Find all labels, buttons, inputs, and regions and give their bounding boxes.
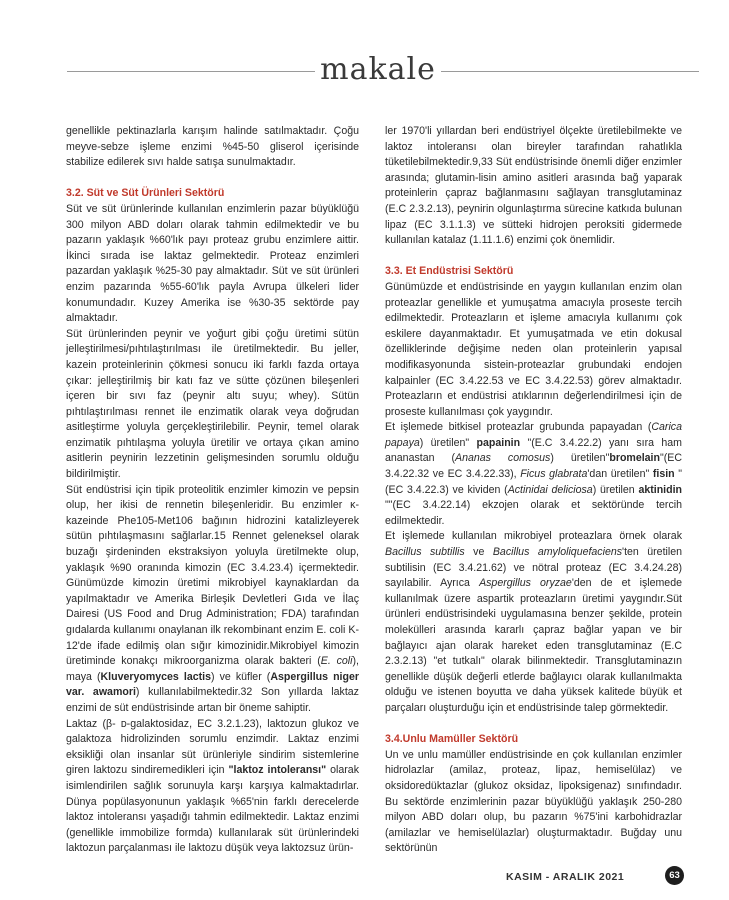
text-run: Et işlemede bitkisel proteazlar grubunda papayadan ( xyxy=(385,421,652,434)
text-run: olarak isimlendirilen sağlık sorunuyla karşı karşıya kalmaktadırlar. Dünya popülasyonunun yaklaşık %65'nin farklı derecelerde laktoz intoleransı yaşadığı tahmin edilmektedir. Laktaz enzimi (genellikle immobilize formda) kullanılarak süt ürünlerindeki laktozun parçalanması ile laktozu düşük veya laktozsuz ürün- xyxy=(66,764,359,855)
paragraph: Günümüzde et endüstrisinde en yaygın kullanılan enzim olan proteazlar genellikle et yumuşatma amacıyla proseste tercih edilmektedir. Proteazların et işleme amacıyla kullanımı çok eskilere dayanmaktadır. Et yumuşatmada ve etin dokusal özelliklerinde değişime neden olan proteinlerin yapısal modifikasyonunda sistein-proteazlar grubundaki endojen kalpainler (EC 3.4.22.53 ve EC 3.4.22.53) görev almaktadır. Proteazların et endüstrisi atıklarının değerlendirilmesi için de proseste kullanılması çok yaygındır. xyxy=(385,280,682,418)
text-run: "(EC 3.4.22.32 ve EC 3.4.22.33), xyxy=(385,452,682,481)
text-run: ), maya ( xyxy=(66,655,359,683)
paragraph xyxy=(66,717,359,857)
text-run: ) ve küfler ( xyxy=(210,670,271,683)
issue-date: KASIM - ARALIK 2021 xyxy=(506,871,625,883)
text-run: 'den de et işlemede kullanılmak üzere aspartik proteazların üretimi yaygındır.Süt ürünleri endüstrisindeki uygulamasına benzer şekilde, protein molekülleri arasında kararlı çapraz bağlar yapan ve bir bağlayıcı ajan olarak hareket eden transglutaminaz (E.C 2.3.2.13) "et tutkalı" olarak bilinmektedir. Transglutaminazın genellikle düşük değerli etlerde bağlayıcı olarak kullanılmakta olduğu ve istenen boyutta ve daha yüksek kalitede büyük et parçaları oluşturduğu için et endüstrisinde talep görmektedir. xyxy=(385,577,682,714)
text-run: ) kullanılabilmektedir.32 Son yıllarda laktaz enzimi de süt endüstrisinde artan bir öneme sahiptir. xyxy=(66,686,359,714)
paragraph-gap xyxy=(385,717,682,733)
right-column xyxy=(385,124,682,857)
left-column xyxy=(66,124,359,857)
species-name: Ananas comosus xyxy=(455,452,551,465)
species-name: E. coli xyxy=(320,655,353,668)
text-run: ) üretilen" xyxy=(419,436,477,449)
text-run: ve xyxy=(464,546,493,559)
header-rule-left xyxy=(67,71,315,72)
text-run: Et işlemede kullanılan mikrobiyel proteazlara örnek olarak xyxy=(385,530,682,543)
paragraph: Süt ürünlerinden peynir ve yoğurt gibi çoğu üretimi sütün jelleştirilmesi/pıhtılaştırılması ile üretilmektedir. Bu jeller, kazein proteinlerinin çökmesi sonucu iki farklı fazda ortaya çıkar: jelleştirilmiş bir katı faz ve sütte çözünen bileşenleri içeren bir sıvı faz (peynir altı suyu; whey). Sütün pıhtılaştırılması rennet ile enzimatik olarak veya doğrudan asitleştirme yoluyla gerçekleştirilebilir. Peynir, temel olarak enzimatik pıhtılaşma yoluyla üretilir ve ortaya çıkan amino asitlerin peynirin lezzetinin gelişmesinden sorumlu olduğu bildirilmiştir. xyxy=(66,327,359,481)
species-name: Carica papaya xyxy=(385,421,682,449)
section-heading-meat: 3.3. Et Endüstrisi Sektörü xyxy=(385,265,514,278)
paragraph: Un ve unlu mamüller endüstrisinde en çok kullanılan enzimler hidrolazlar (amilaz, proteaz, lipaz, hemiselülaz) ve oksidoredüktazlar (glukoz oksidaz, lipoksigenaz) sınıfındadır. Bu sektörde enzimlerinin pazar büyüklüğü yaklaşık 250-280 milyon ABD doları olup, bu pazarın %75'ini karbohidrazlar (amilazlar ve hemiselülazlar) oluşturmaktadır. Buğday unu sektörünün xyxy=(385,748,682,855)
section-brand-title: makale xyxy=(320,52,436,87)
paragraph: genellikle pektinazlarla karışım halinde satılmaktadır. Çoğu meyve-sebze işleme enzimi %45-50 gliserol içerisinde stabilize edilerek sıvı halde satışa sunulmaktadır. xyxy=(66,125,359,169)
text-run: Süt endüstrisi için tipik proteolitik enzimler kimozin ve pepsin olup, her ikisi de rennetin bileşenleridir. Bu enzimler κ-kazeinde Phe105-Met106 bağının hidrozini katalizleyerek sütün pıhtılaşmasını sağlarlar.15 Rennet geleneksel olarak buzağı şirdeninden ekstraksiyon yoluyla üretilmekte olup, yaklaşık %90 oranında kimozin (EC 3.4.23.4) içermektedir. Günümüzde kimozin üretimi mikrobiyel kaynaklardan da yapılmaktadır ve Amerika Birleşik Devletleri Gıda ve İlaç Dairesi (US Food and Drug Administration; FDA) tarafından gıdalarda kullanımı onaylanan ilk rekombinant enzim E. coli K-12'de ifade edilmiş olan sığır kimozinidir.Mikrobiyel kimozin üretiminde konakçı mikroorganizma olarak bakteri ( xyxy=(66,483,359,668)
species-name: Bacillus subtillis xyxy=(385,546,465,559)
paragraph-gap xyxy=(385,249,682,265)
emphasis: "laktoz intoleransı" xyxy=(228,764,327,777)
paragraph: ler 1970'li yıllardan beri endüstriyel ölçekte üretilebilmekte ve laktoz intoleransı olan bireyler tarafından rahatlıkla tüketilebilmektedir.9,33 Süt endüstrisinde önemli diğer enzimler arasında; glutamin-lisin amino asitleri arasında bağ yaparak proteinlerin çapraz bağlanmasını sağlayan transglutaminaz (E.C 2.3.2.13), peynirin olgunlaştırma sürecine katkıda bulunan lipaz (EC 3.1.1.3) ve sütteki hidrojen peroksiti gidermede kullanılan katalaz (1.11.1.6) enzimi çok önemlidir. xyxy=(385,125,682,247)
text-run: Laktaz (β- ᴅ-galaktosidaz, EC 3.2.1.23), laktozun glukoz ve galaktoza hidrolizinden sorumlu enzimdir. Laktaz enzimi eksikliği olan insanlar süt ürünleriyle sindirim sistemlerine giren laktozu sindiremedikleri için xyxy=(66,717,359,777)
species-name: Aspergillus oryzae xyxy=(479,577,572,590)
text-run: ) üretilen" xyxy=(550,452,610,465)
section-heading-bakery: 3.4.Unlu Mamüller Sektörü xyxy=(385,733,519,746)
species-name: Bacillus amyloliquefaciens xyxy=(492,546,623,559)
paragraph xyxy=(385,529,682,716)
paragraph: Süt ve süt ürünlerinde kullanılan enzimlerin pazar büyüklüğü 300 milyon ABD doları olarak tahmin edilmektedir ve bu pazarın yaklaşık %60'lık payı proteaz grubu enzimlere aittir. İkinci sırada ise laktaz gelmektedir. Proteaz enzimleri pazardan yaklaşık %25-30 pay almaktadır. Süt ve süt ürünleri enzim pazarında %55-60'lık payla Avrupa ülkeleri lider konumundadır. Kuzey Amerika ise %30-35 sektörde pay almaktadır. xyxy=(66,202,359,325)
text-run: "(E.C 3.4.22.2) yanı sıra ham ananastan ( xyxy=(385,436,683,465)
text-run: ""(EC 3.4.22.14) ekzojen olarak et sektöründe tercih edilmektedir. xyxy=(385,499,682,527)
species-name: Ficus glabrata xyxy=(520,468,588,481)
section-heading-dairy: 3.2. Süt ve Süt Ürünleri Sektörü xyxy=(66,187,225,200)
page-number-badge: 63 xyxy=(665,866,684,885)
paragraph-gap xyxy=(66,171,359,187)
enzyme-name: aktinidin xyxy=(638,483,682,496)
enzyme-name: bromelain xyxy=(609,452,660,465)
species-name: Actinidai deliciosa xyxy=(507,483,593,496)
paragraph xyxy=(66,483,359,717)
species-name: Kluveryomyces lactis xyxy=(100,670,211,683)
text-run: 'ten üretilen subtilisin (EC 3.4.21.62) ve nötral proteaz (EC 3.4.24.28) sayılabilir. Ayrıca xyxy=(385,546,683,590)
paragraph xyxy=(385,420,682,529)
species-name: Aspergillus niger var. awamori xyxy=(66,670,359,699)
enzyme-name: fisin xyxy=(652,468,675,481)
text-run: ) üretilen xyxy=(592,483,639,496)
header-rule-right xyxy=(441,71,699,72)
text-run: 'dan üretilen" xyxy=(587,468,653,481)
enzyme-name: papainin xyxy=(476,436,521,449)
text-run: "(EC 3.4.22.3) ve kividen ( xyxy=(385,468,682,496)
